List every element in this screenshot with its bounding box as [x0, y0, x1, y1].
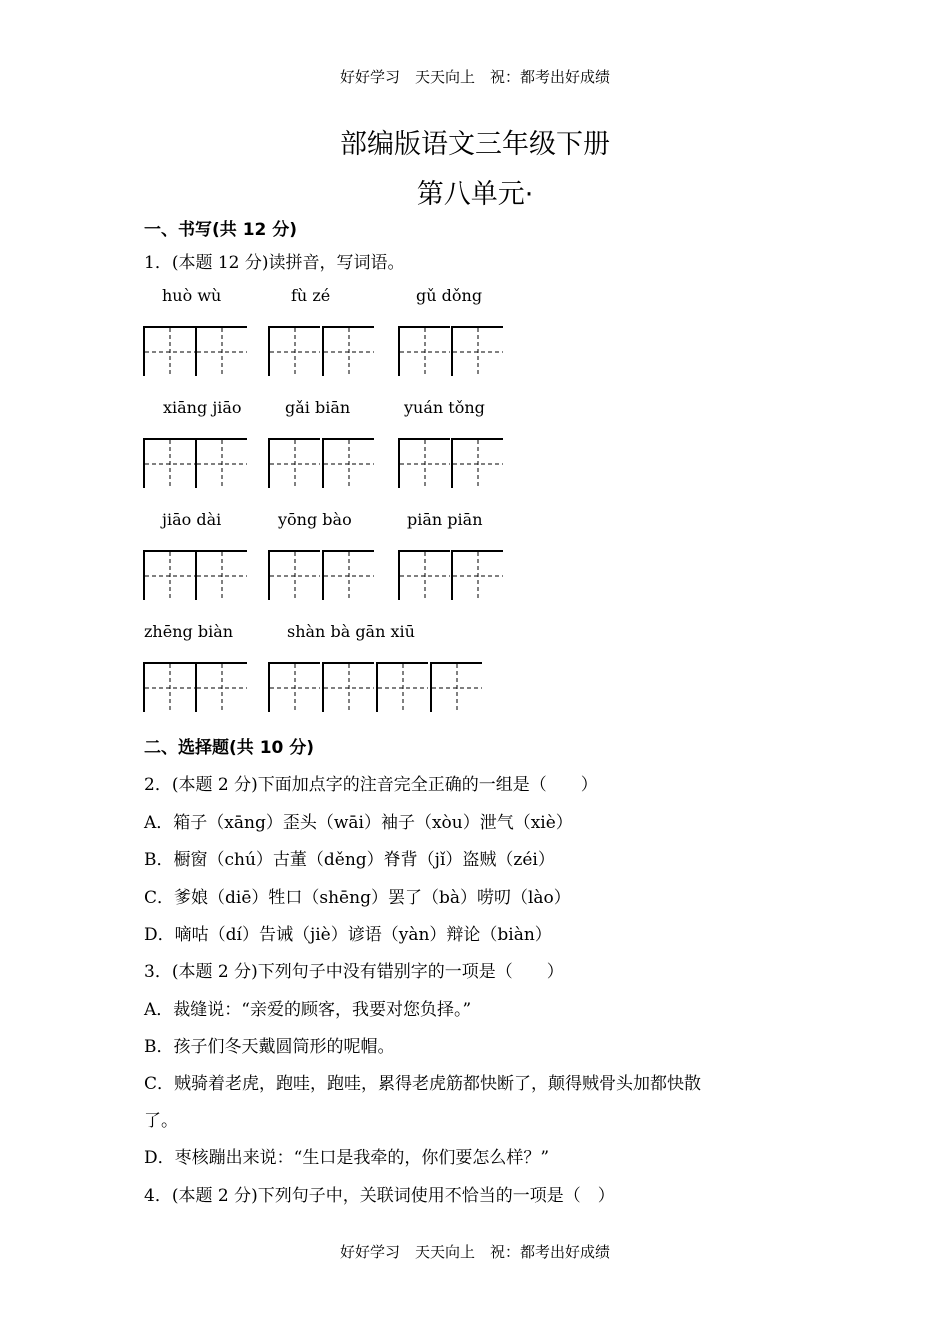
question-3-option-d: D．枣核蹦出来说：“生口是我牵的，你们要怎么样？” [144, 1148, 550, 1168]
pinyin-2-1: xiāng jiāo [163, 398, 242, 417]
question-4: 4．(本题 2 分)下列句子中，关联词使用不恰当的一项是（ ） [144, 1186, 615, 1206]
writing-cell[interactable] [143, 662, 195, 712]
pinyin-3-2: yōng bào [278, 510, 352, 529]
writing-cell[interactable] [376, 662, 428, 712]
question-2-option-c: C．爹娘（diē）牲口（shēng）罢了（bà）唠叨（lào） [144, 888, 571, 908]
page-subtitle: 第八单元· [416, 179, 534, 210]
writing-cell[interactable] [195, 438, 247, 488]
pinyin-2-3: yuán tǒng [404, 398, 485, 417]
writing-grid-row-3 [0, 550, 950, 602]
writing-cell[interactable] [451, 326, 503, 376]
writing-cell[interactable] [268, 438, 320, 488]
pinyin-4-2: shàn bà gān xiū [287, 622, 415, 641]
question-2-option-a: A．箱子（xāng）歪头（wāi）袖子（xòu）泄气（xiè） [144, 813, 573, 833]
pinyin-3-1: jiāo dài [162, 510, 222, 529]
question-3: 3．(本题 2 分)下列句子中没有错别字的一项是（ ） [144, 962, 564, 982]
writing-cell[interactable] [451, 438, 503, 488]
writing-cell[interactable] [143, 550, 195, 600]
writing-cell[interactable] [398, 438, 450, 488]
pinyin-1-2: fù zé [291, 286, 331, 305]
writing-cell[interactable] [322, 662, 374, 712]
section-heading-choice: 二、选择题(共 10 分) [144, 738, 315, 758]
writing-cell[interactable] [195, 662, 247, 712]
writing-cell[interactable] [268, 550, 320, 600]
writing-cell[interactable] [268, 662, 320, 712]
pinyin-2-2: gǎi biān [285, 398, 351, 417]
page-footer: 好好学习 天天向上 祝：都考出好成绩 [339, 1243, 610, 1261]
question-3-option-b: B．孩子们冬天戴圆筒形的呢帽。 [144, 1037, 395, 1057]
writing-cell[interactable] [398, 326, 450, 376]
question-3-option-a: A．裁缝说：“亲爱的顾客，我要对您负择。” [144, 1000, 472, 1020]
question-2-option-b: B．橱窗（chú）古董（děng）脊背（jǐ）盗贼（zéi） [144, 850, 555, 870]
pinyin-3-3: piān piān [407, 510, 483, 529]
question-3-option-c-line-1: C．贼骑着老虎，跑哇，跑哇，累得老虎筋都快断了，颠得贼骨头加都快散 [144, 1074, 702, 1094]
writing-grid-row-2 [0, 438, 950, 490]
writing-cell[interactable] [322, 438, 374, 488]
writing-cell[interactable] [143, 438, 195, 488]
writing-grid-row-4 [0, 662, 950, 714]
question-2-option-d: D．嘀咕（dí）告诫（jiè）谚语（yàn）辩论（biàn） [144, 925, 552, 945]
question-2: 2．(本题 2 分)下面加点字的注音完全正确的一组是（ ） [144, 775, 598, 795]
page-title: 部编版语文三年级下册 [340, 129, 610, 160]
pinyin-1-1: huò wù [162, 286, 222, 305]
writing-cell[interactable] [268, 326, 320, 376]
pinyin-4-1: zhēng biàn [144, 622, 234, 641]
writing-cell[interactable] [322, 550, 374, 600]
writing-cell[interactable] [451, 550, 503, 600]
writing-cell[interactable] [430, 662, 482, 712]
page-header: 好好学习 天天向上 祝：都考出好成绩 [339, 68, 610, 86]
writing-cell[interactable] [398, 550, 450, 600]
writing-cell[interactable] [195, 550, 247, 600]
writing-cell[interactable] [143, 326, 195, 376]
question-3-option-c-line-2: 了。 [144, 1111, 178, 1131]
writing-cell[interactable] [322, 326, 374, 376]
writing-cell[interactable] [195, 326, 247, 376]
pinyin-1-3: gǔ dǒng [416, 286, 483, 305]
writing-grid-row-1 [0, 326, 950, 378]
section-heading-writing: 一、书写(共 12 分) [144, 220, 298, 240]
question-1: 1．(本题 12 分)读拼音，写词语。 [144, 253, 405, 273]
